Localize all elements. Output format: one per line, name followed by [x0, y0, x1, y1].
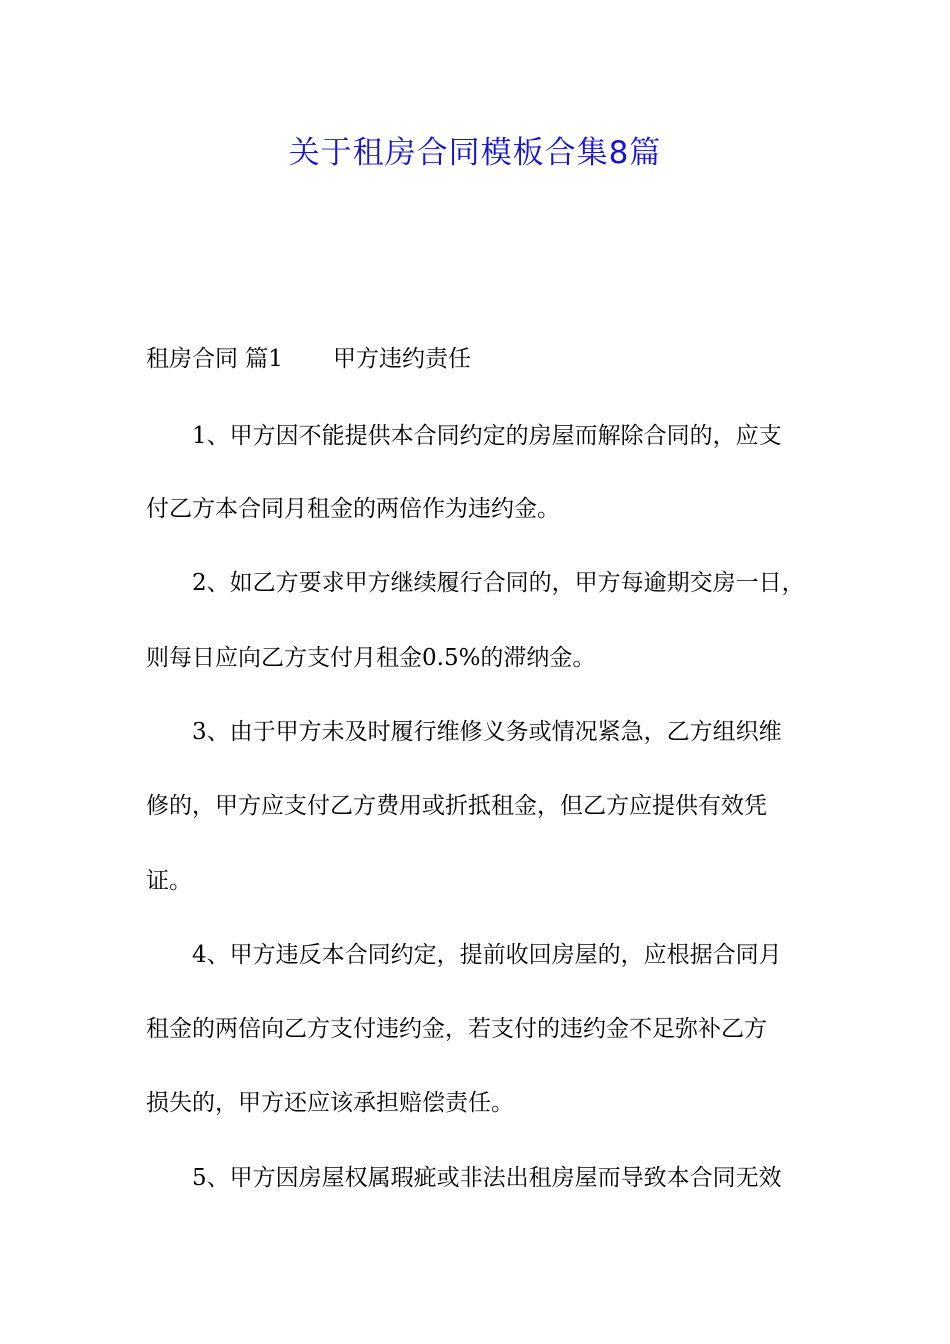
section-heading: 租房合同 篇1 [146, 346, 283, 372]
paragraph-line: 5、甲方因房屋权属瑕疵或非法出租房屋而导致本合同无效 [192, 1165, 782, 1191]
paragraph-line: 1、甲方因不能提供本合同约定的房屋而解除合同的，应支 [192, 423, 782, 449]
paragraph-line: 修的，甲方应支付乙方费用或折抵租金，但乙方应提供有效凭 [146, 793, 767, 819]
paragraph-line: 付乙方本合同月租金的两倍作为违约金。 [146, 496, 560, 522]
paragraph-line: 则每日应向乙方支付月租金0.5%的滞纳金。 [146, 645, 596, 671]
section-heading-line [146, 344, 826, 374]
document-title: 关于租房合同模板合集8篇 [288, 135, 662, 171]
paragraph-line: 损失的，甲方还应该承担赔偿责任。 [146, 1090, 514, 1116]
paragraph-line: 证。 [146, 868, 192, 894]
paragraph-line: 2、如乙方要求甲方继续履行合同的，甲方每逾期交房一日， [192, 570, 805, 596]
paragraph-line: 3、由于甲方未及时履行维修义务或情况紧急，乙方组织维 [192, 719, 782, 745]
paragraph-line: 4、甲方违反本合同约定，提前收回房屋的，应根据合同月 [192, 942, 782, 968]
paragraph-line: 租金的两倍向乙方支付违约金，若支付的违约金不足弥补乙方 [146, 1016, 767, 1042]
section-subheading: 甲方违约责任 [332, 346, 471, 372]
